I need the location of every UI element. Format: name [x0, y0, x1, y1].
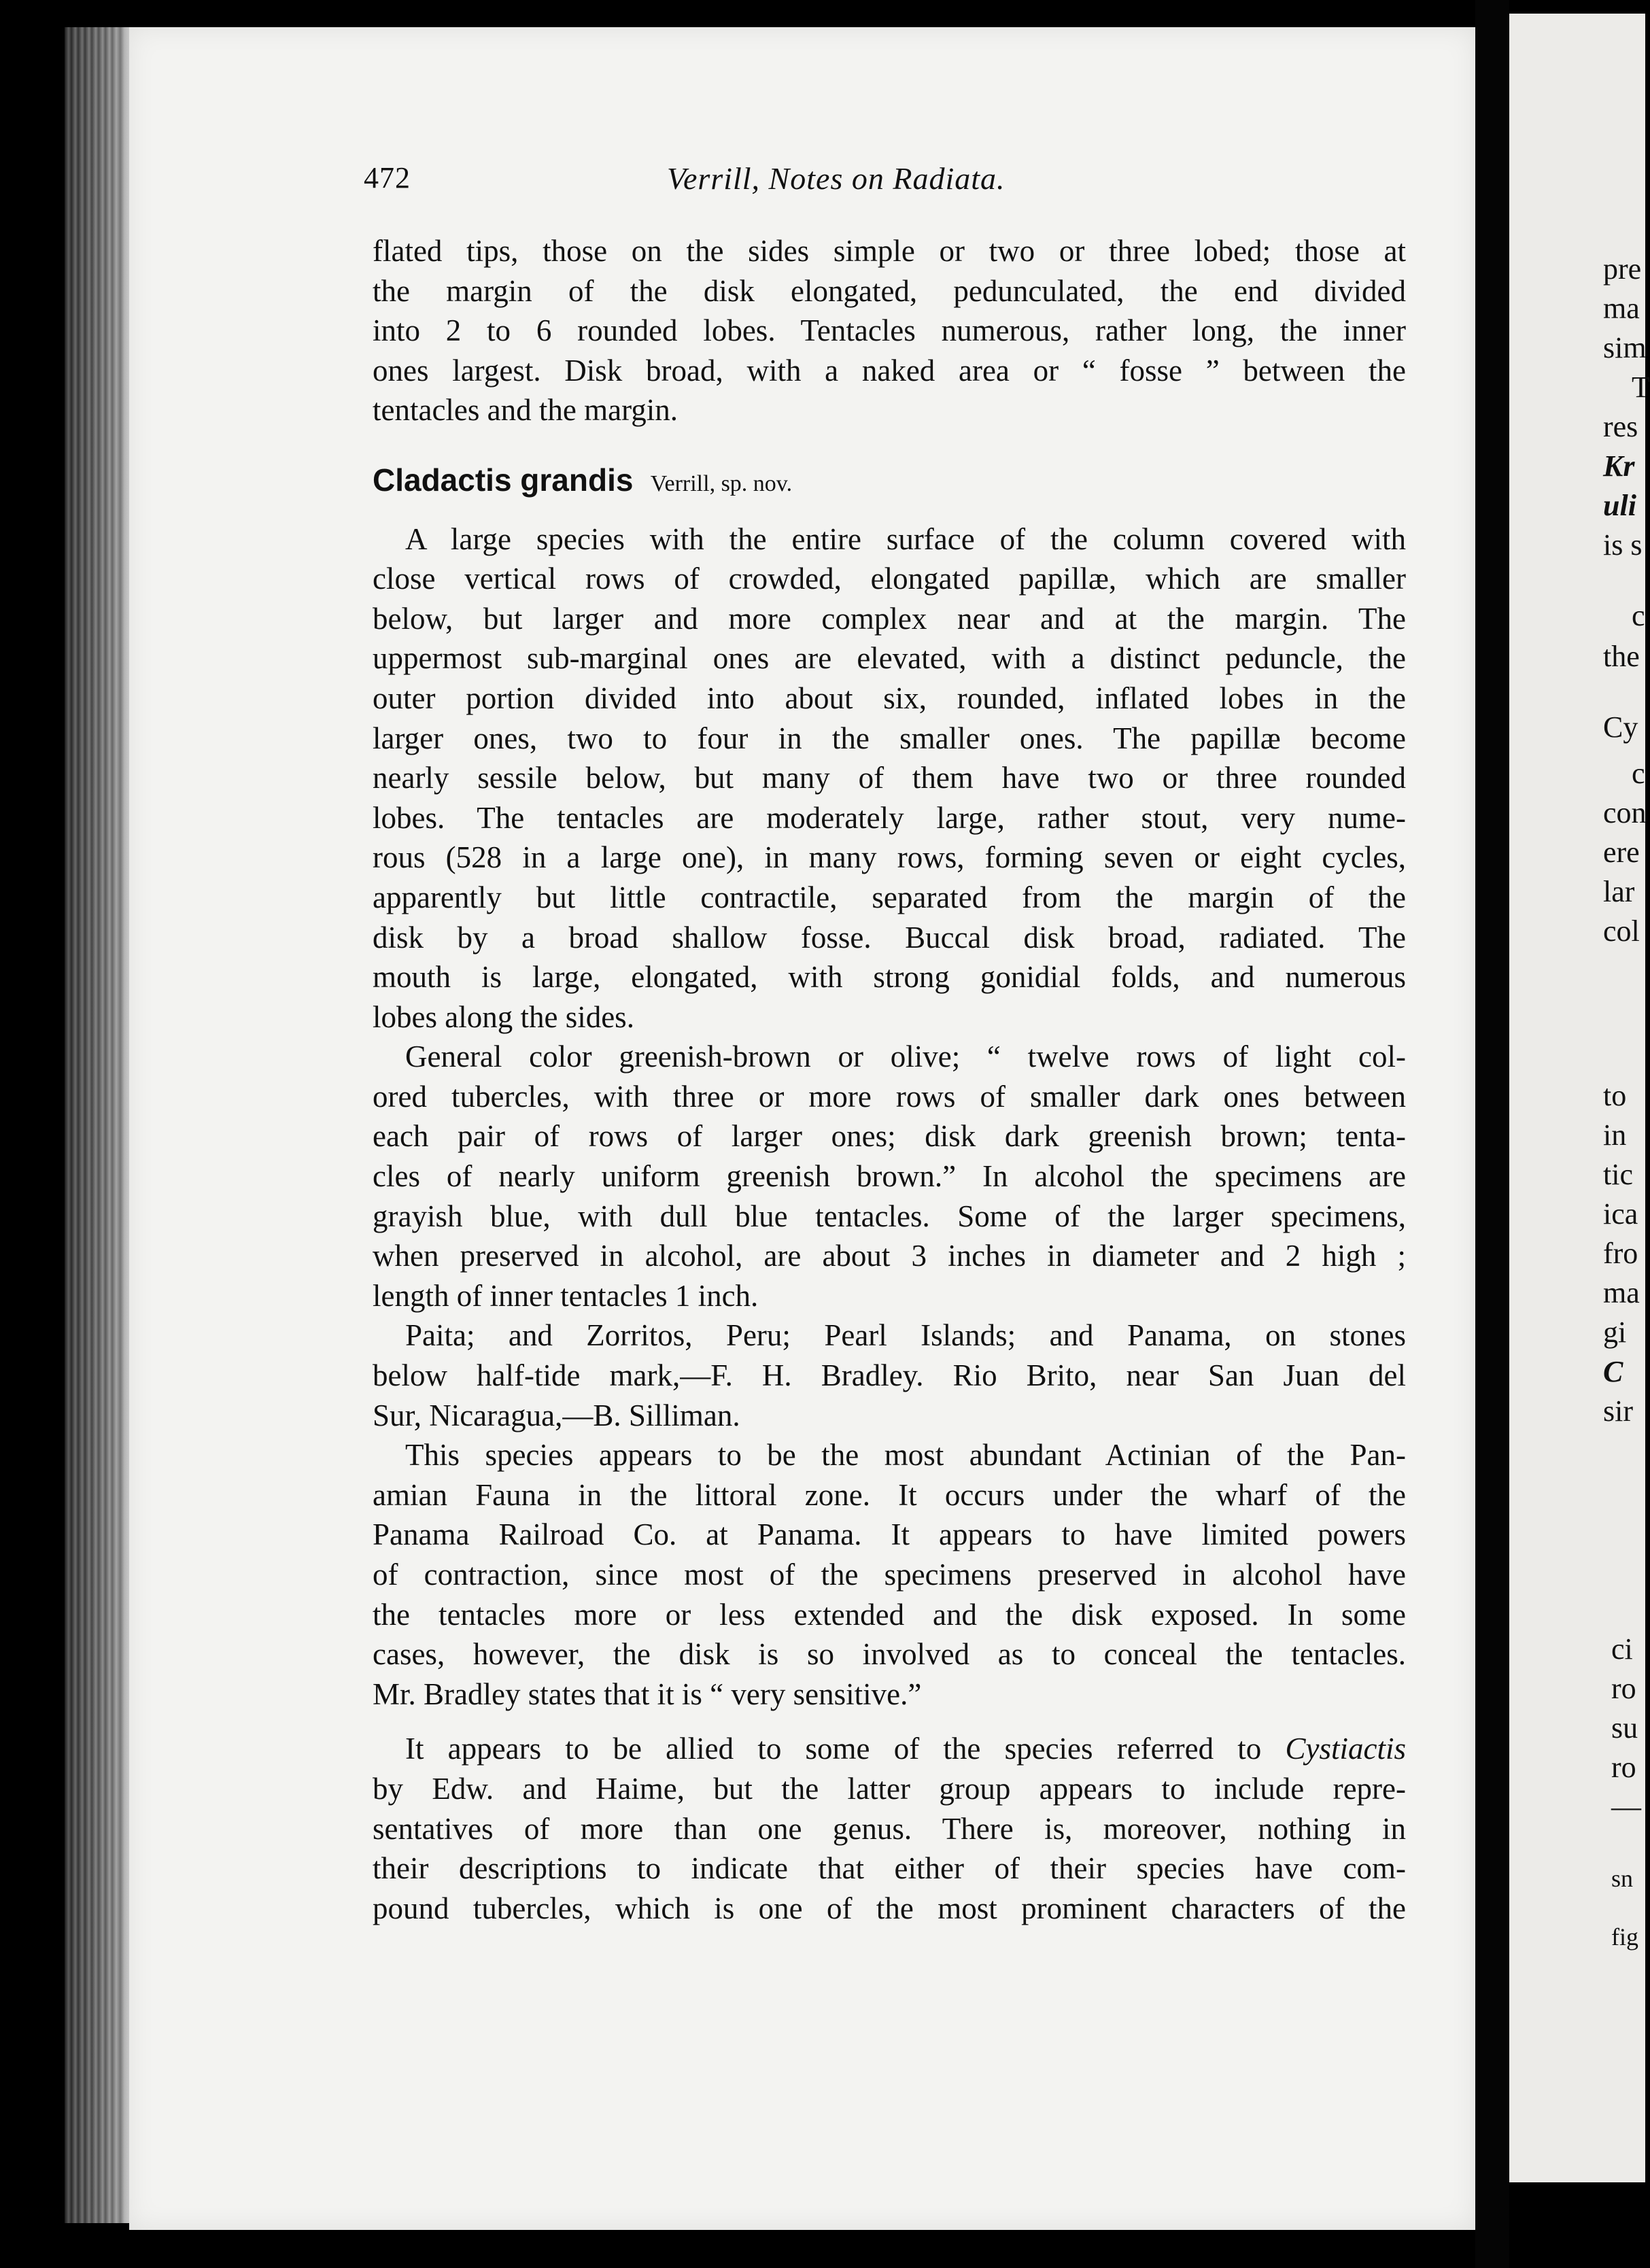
- adjacent-page-fragment: gi: [1603, 1316, 1627, 1349]
- text-line: uppermost sub-marginal ones are elevated, with a distinct peduncle, the: [373, 641, 1406, 676]
- text-line: lobes along the sides.: [373, 999, 634, 1034]
- page-header: [364, 160, 1424, 201]
- adjacent-page-fragment: pre: [1603, 252, 1642, 286]
- running-head: Verrill, Notes on Radiata.: [667, 161, 1006, 196]
- text-line: when preserved in alcohol, are about 3 inches in diameter and 2 high ;: [373, 1239, 1406, 1273]
- text-line: rous (528 in a large one), in many rows, forming seven or eight cycles,: [373, 840, 1406, 875]
- text-line: Mr. Bradley states that it is “ very sensitive.”: [373, 1677, 922, 1711]
- adjacent-page-fragment: sim: [1603, 331, 1647, 364]
- text-line: mouth is large, elongated, with strong gonidial folds, and numerous: [373, 960, 1406, 995]
- text-line: length of inner tentacles 1 inch.: [373, 1278, 759, 1313]
- adjacent-page-fragment: ma: [1603, 1276, 1640, 1309]
- species-name: Cladactis grandis: [373, 462, 634, 498]
- species-heading: [373, 460, 1406, 504]
- genus-name: Cystiactis: [1285, 1732, 1406, 1766]
- adjacent-page-fragment: the: [1603, 640, 1640, 673]
- adjacent-page-fragment: fig: [1611, 1923, 1638, 1951]
- adjacent-page-fragment: is s: [1603, 528, 1643, 562]
- text-line: larger ones, two to four in the smaller ones. The papillæ become: [373, 721, 1406, 755]
- text-line: the tentacles more or less extended and the disk exposed. In some: [373, 1597, 1406, 1632]
- text-line: ones largest. Disk broad, with a naked area or “ fosse ” between the: [373, 353, 1406, 388]
- adjacent-page-fragment: col: [1603, 914, 1640, 948]
- adjacent-page-fragment: C: [1603, 1355, 1623, 1388]
- adjacent-page-fragment: sir: [1603, 1394, 1633, 1428]
- adjacent-page-fragment: ro: [1611, 1672, 1636, 1705]
- adjacent-page-fragment: ica: [1603, 1197, 1638, 1231]
- adjacent-page-fragment: ro: [1611, 1751, 1636, 1784]
- paragraph-gap: [373, 1714, 1406, 1729]
- text-line: apparently but little contractile, separated from the margin of the: [373, 880, 1406, 914]
- text-line: each pair of rows of larger ones; disk dark greenish brown; tenta-: [373, 1119, 1406, 1154]
- adjacent-page-fragment: T: [1632, 371, 1650, 404]
- adjacent-page-fragment: Kr: [1603, 449, 1635, 483]
- body-text: [373, 231, 1406, 1928]
- text-line: close vertical rows of crowded, elongated papillæ, which are smaller: [373, 562, 1406, 596]
- adjacent-page-fragment: to: [1603, 1079, 1627, 1112]
- adjacent-page-fragment: su: [1611, 1711, 1638, 1745]
- adjacent-page-fragment: ere: [1603, 836, 1640, 869]
- adjacent-page-fragment: tic: [1603, 1158, 1633, 1191]
- text-line: [373, 1729, 1406, 1769]
- adjacent-page-fragment: res: [1603, 410, 1638, 443]
- intro-paragraph: [373, 231, 1406, 430]
- color-paragraph: [373, 1037, 1406, 1316]
- text-line: outer portion divided into about six, rounded, inflated lobes in the: [373, 681, 1406, 715]
- adjacent-page-edge: [1509, 14, 1650, 2182]
- text-line: tentacles and the margin.: [373, 393, 678, 428]
- text-line: below half-tide mark,—F. H. Bradley. Rio Brito, near San Juan del: [373, 1358, 1406, 1393]
- adjacent-page-fragment: ci: [1611, 1632, 1633, 1666]
- text-line: into 2 to 6 rounded lobes. Tentacles numerous, rather long, the inner: [373, 313, 1406, 348]
- adjacent-page-fragment: —: [1611, 1790, 1641, 1823]
- adjacent-page-fragment: lar: [1603, 875, 1635, 908]
- text-line: cases, however, the disk is so involved as to conceal the tentacles.: [373, 1637, 1406, 1672]
- text-line: pound tubercles, which is one of the most prominent characters of the: [373, 1891, 1406, 1925]
- adjacent-page-fragment: ma: [1603, 292, 1640, 325]
- binding-gutter: [1475, 0, 1509, 2268]
- adjacent-page-fragment: fro: [1603, 1237, 1638, 1270]
- text-line: nearly sessile below, but many of them have two or three rounded: [373, 761, 1406, 795]
- text-line: grayish blue, with dull blue tentacles. Some of the larger specimens,: [373, 1199, 1406, 1233]
- text-line: General color greenish-brown or olive; “ twelve rows of light col-: [405, 1040, 1406, 1074]
- page-number: 472: [364, 161, 411, 194]
- text-line: below, but larger and more complex near and at the margin. The: [373, 601, 1406, 636]
- text-line: their descriptions to indicate that either of their species have com-: [373, 1851, 1406, 1886]
- adjacent-page-fragment: uli: [1603, 489, 1636, 522]
- text-line: Paita; and Zorritos, Peru; Pearl Islands; and Panama, on stones: [405, 1318, 1406, 1353]
- affinity-paragraph: [373, 1729, 1406, 1928]
- text-line: flated tips, those on the sides simple or two or three lobed; those at: [373, 234, 1406, 268]
- text-line: A large species with the entire surface of the column covered with: [405, 521, 1406, 556]
- abundance-paragraph: [373, 1435, 1406, 1714]
- text-line: by Edw. and Haime, but the latter group appears to include repre-: [373, 1771, 1406, 1806]
- text-line: This species appears to be the most abundant Actinian of the Pan-: [405, 1438, 1406, 1473]
- adjacent-page-fragment: c: [1632, 599, 1645, 632]
- text-line: of contraction, since most of the specimens preserved in alcohol have: [373, 1558, 1406, 1592]
- text-line: Sur, Nicaragua,—B. Silliman.: [373, 1398, 740, 1432]
- adjacent-page-fragment: in: [1603, 1118, 1627, 1152]
- text-line: cles of nearly uniform greenish brown.” In alcohol the specimens are: [373, 1159, 1406, 1194]
- text-line: Panama Railroad Co. at Panama. It appears to have limited powers: [373, 1517, 1406, 1552]
- adjacent-page-fragment: c: [1632, 757, 1645, 790]
- page-edge-stack: [65, 27, 129, 2223]
- species-author: Verrill, sp. nov.: [650, 470, 793, 496]
- adjacent-page-fragment: Cy: [1603, 710, 1638, 744]
- text-line: sentatives of more than one genus. There is, moreover, nothing in: [373, 1811, 1406, 1846]
- adjacent-page-fragment: con: [1603, 796, 1647, 829]
- description-paragraph: [373, 519, 1406, 1037]
- text-line: disk by a broad shallow fosse. Buccal disk broad, radiated. The: [373, 920, 1406, 955]
- text-line: the margin of the disk elongated, pedunculated, the end divided: [373, 273, 1406, 308]
- text-line: lobes. The tentacles are moderately large, rather stout, very nume-: [373, 800, 1406, 835]
- text-line: ored tubercles, with three or more rows of smaller dark ones between: [373, 1079, 1406, 1114]
- adjacent-page-fragment: sn: [1611, 1865, 1634, 1892]
- text-run: It appears to be allied to some of the species referred to: [405, 1732, 1262, 1766]
- locality-paragraph: [373, 1316, 1406, 1435]
- text-line: amian Fauna in the littoral zone. It occurs under the wharf of the: [373, 1477, 1406, 1512]
